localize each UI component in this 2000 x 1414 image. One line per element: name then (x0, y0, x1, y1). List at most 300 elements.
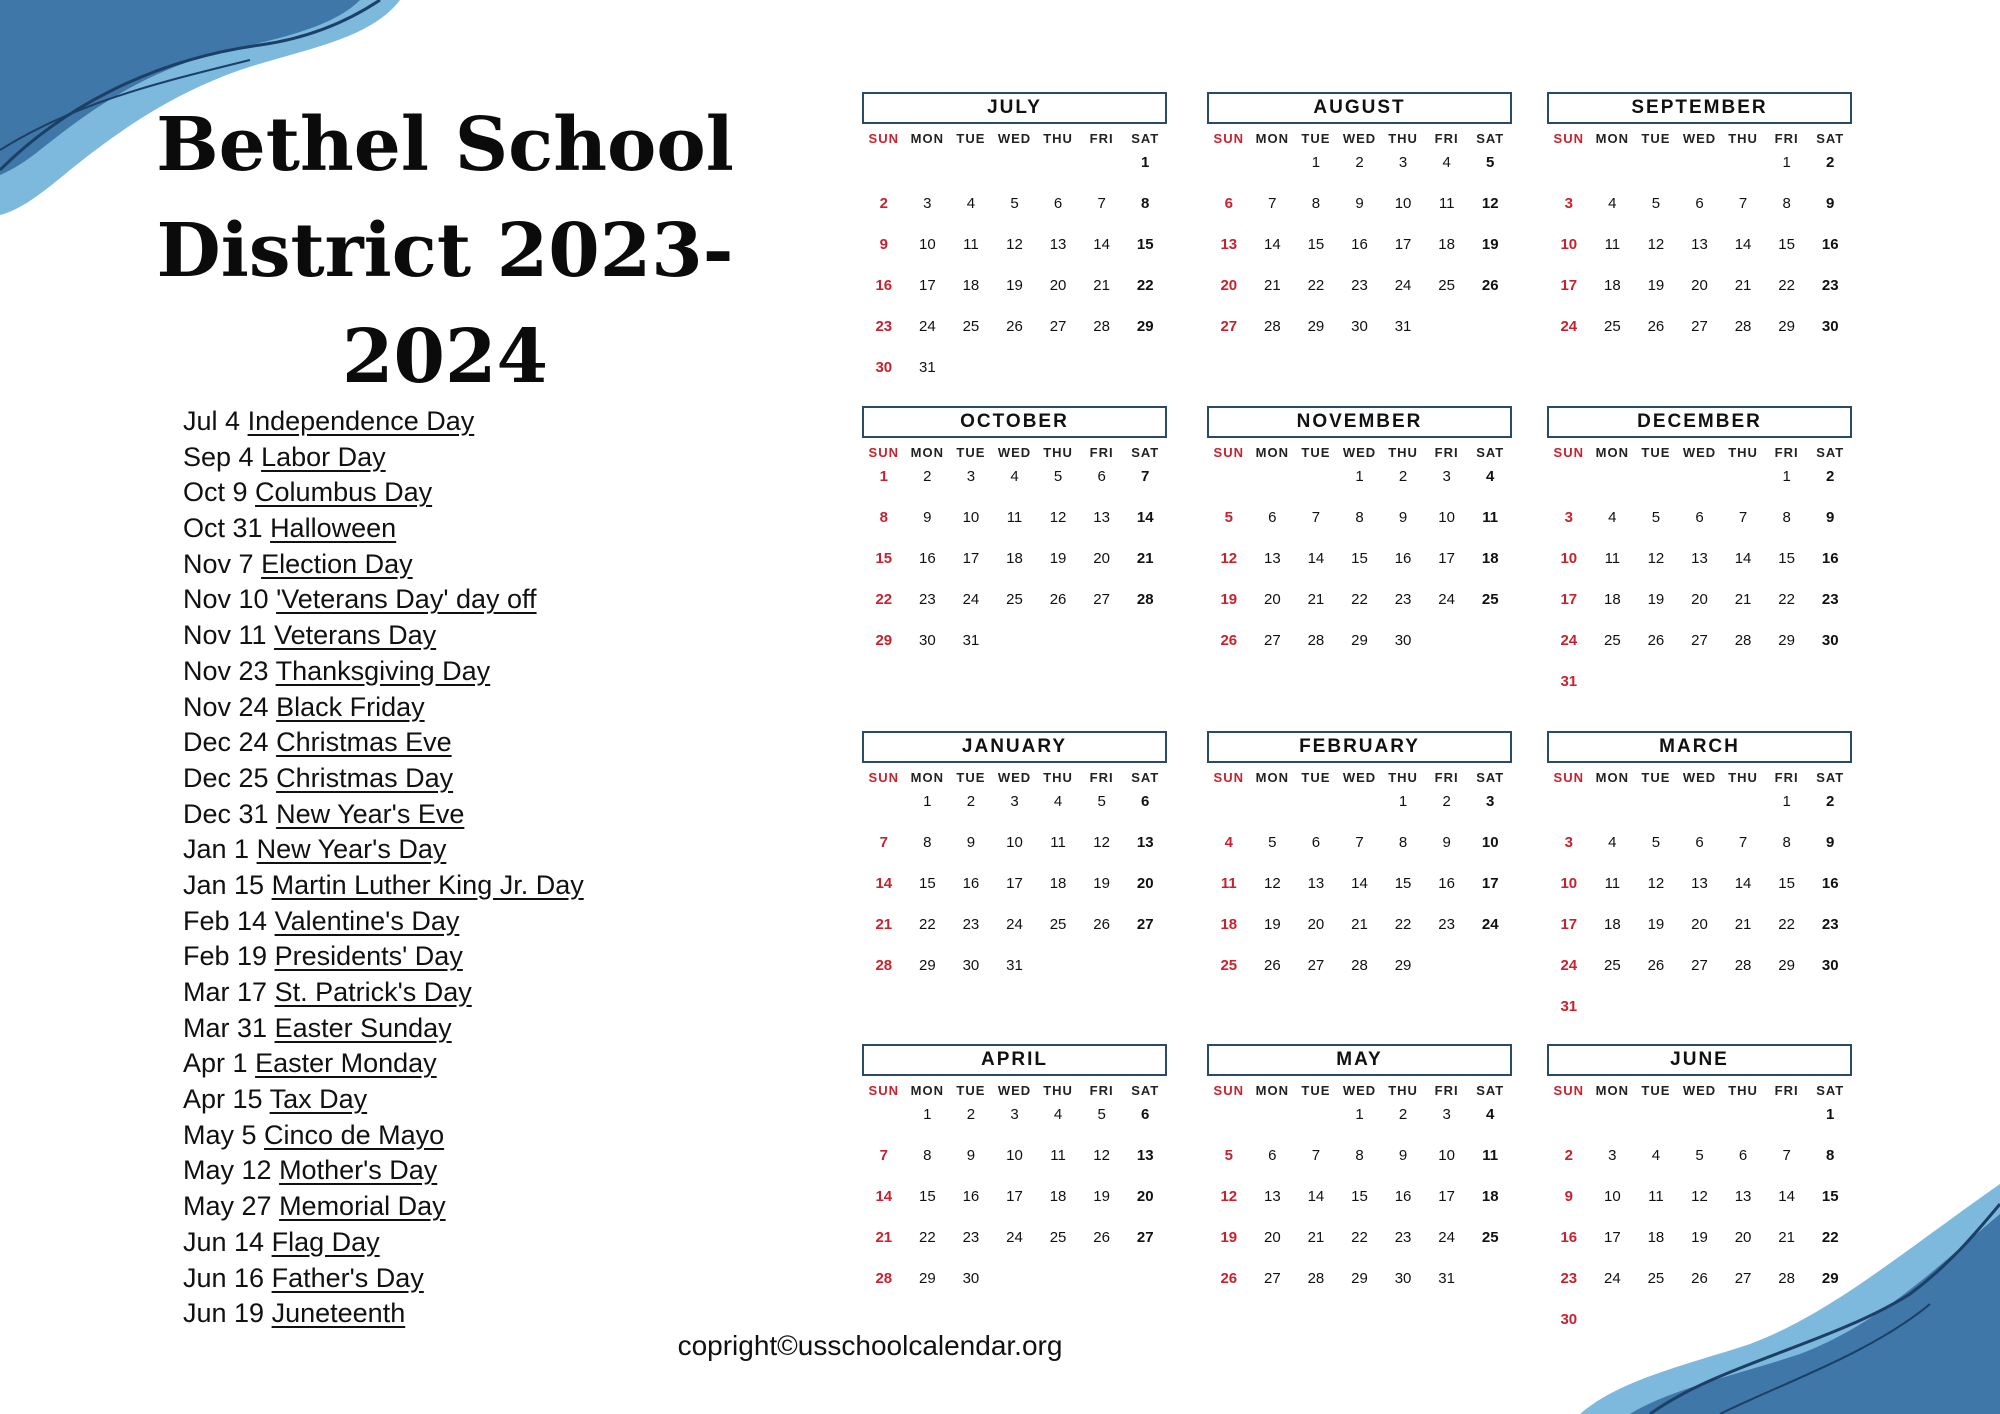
holiday-item (183, 725, 584, 761)
empty-cell (1591, 1102, 1635, 1143)
day-cell: 15 (919, 875, 936, 892)
day-cell: 12 (1647, 875, 1665, 892)
weekday-label: TUE (956, 770, 986, 785)
day-cell: 29 (875, 632, 893, 649)
month-april (862, 1044, 1167, 1307)
empty-cell (1721, 150, 1765, 191)
weekday-label: MON (910, 131, 945, 146)
day-cell: 28 (1136, 591, 1154, 608)
day-cell: 25 (1006, 591, 1023, 608)
day-cell: 27 (1136, 916, 1154, 933)
day-cell: 4 (1608, 509, 1617, 526)
weekday-label: SUN (1553, 131, 1584, 146)
day-cell: 20 (1734, 1229, 1752, 1246)
day-cell: 28 (1351, 957, 1368, 974)
month-grid (1547, 767, 1852, 1035)
day-cell: 13 (1093, 509, 1110, 526)
empty-cell (1547, 789, 1591, 830)
day-cell: 14 (1351, 875, 1368, 892)
holiday-item (183, 797, 584, 833)
holiday-date: Feb 19 (183, 941, 268, 972)
holiday-date: Dec 25 (183, 762, 269, 793)
holiday-link[interactable]: Christmas Eve (276, 727, 452, 758)
day-cell: 2 (879, 195, 888, 212)
copyright-text: copright©usschoolcalendar.org (677, 1330, 1063, 1361)
weekday-label: MON (1255, 131, 1290, 146)
holiday-link[interactable]: Columbus Day (255, 477, 433, 508)
day-cell: 7 (1097, 195, 1106, 212)
day-cell: 13 (1691, 550, 1708, 567)
day-cell: 10 (1006, 834, 1023, 851)
day-cell: 9 (923, 509, 932, 526)
weekday-label: FRI (1434, 131, 1459, 146)
day-cell: 18 (1604, 916, 1621, 933)
day-cell: 15 (1821, 1188, 1839, 1205)
day-cell: 28 (1734, 957, 1752, 974)
day-cell: 26 (1647, 957, 1665, 974)
holiday-item (183, 1082, 584, 1118)
day-cell: 14 (1307, 1188, 1325, 1205)
holiday-date: Nov 23 (183, 655, 269, 686)
day-cell: 30 (1821, 632, 1839, 649)
day-cell: 12 (1093, 834, 1110, 851)
weekday-label: FRI (1774, 131, 1799, 146)
holiday-date: Apr 15 (183, 1084, 263, 1115)
month-grid (1207, 1080, 1512, 1307)
day-cell: 22 (1307, 277, 1325, 294)
weekday-label: SUN (1213, 131, 1244, 146)
day-cell: 24 (1394, 277, 1412, 294)
holiday-link[interactable]: Cinco de Mayo (264, 1119, 445, 1150)
month-october (862, 406, 1167, 669)
day-cell: 3 (1608, 1147, 1617, 1164)
month-title: OCTOBER (862, 406, 1167, 438)
day-cell: 14 (875, 875, 893, 892)
day-cell: 18 (1049, 875, 1067, 892)
day-cell: 30 (1394, 1270, 1412, 1287)
day-cell: 22 (1136, 277, 1154, 294)
day-cell: 19 (1006, 277, 1023, 294)
empty-cell (1547, 1102, 1591, 1143)
day-cell: 14 (1734, 875, 1752, 892)
day-cell: 3 (1398, 154, 1408, 171)
weekday-label: SUN (1553, 445, 1584, 460)
holiday-date: May 12 (183, 1155, 272, 1186)
day-cell: 9 (1826, 509, 1835, 526)
holiday-date: Sep 4 (183, 441, 254, 472)
day-cell: 14 (1307, 550, 1325, 567)
day-cell: 29 (1778, 957, 1795, 974)
day-cell: 10 (1438, 1147, 1455, 1164)
day-cell: 20 (1691, 916, 1708, 933)
empty-cell (862, 150, 906, 191)
day-cell: 19 (1647, 591, 1665, 608)
weekday-label: FRI (1774, 1083, 1799, 1098)
holiday-link[interactable]: Halloween (270, 513, 397, 544)
day-cell: 6 (1268, 509, 1277, 526)
day-cell: 23 (1560, 1270, 1578, 1287)
weekday-label: THU (1728, 131, 1758, 146)
weekday-label: FRI (1089, 770, 1114, 785)
day-cell: 2 (1564, 1147, 1573, 1164)
day-cell: 20 (1093, 550, 1110, 567)
day-cell: 23 (1821, 591, 1839, 608)
weekday-label: TUE (1641, 445, 1671, 460)
day-cell: 12 (1049, 509, 1067, 526)
day-cell: 30 (875, 359, 893, 376)
weekday-label: MON (1595, 770, 1630, 785)
day-cell: 29 (919, 957, 936, 974)
weekday-label: MON (910, 1083, 945, 1098)
day-cell: 13 (1136, 834, 1154, 851)
day-cell: 7 (1311, 1147, 1321, 1164)
day-cell: 24 (1438, 1229, 1455, 1246)
day-cell: 26 (1264, 957, 1281, 974)
day-cell: 23 (1821, 916, 1839, 933)
day-cell: 21 (1778, 1229, 1795, 1246)
weekday-label: FRI (1774, 770, 1799, 785)
day-cell: 29 (1307, 318, 1325, 335)
weekday-label: MON (1255, 1083, 1290, 1098)
day-cell: 16 (1821, 236, 1839, 253)
day-cell: 30 (1560, 1311, 1578, 1328)
weekday-label: MON (910, 770, 945, 785)
day-cell: 5 (1224, 509, 1233, 526)
weekday-label: THU (1728, 1083, 1758, 1098)
month-grid (862, 442, 1167, 669)
weekday-label: SAT (1131, 445, 1160, 460)
holiday-item (183, 761, 584, 797)
month-title: FEBRUARY (1207, 731, 1512, 763)
month-title: APRIL (862, 1044, 1167, 1076)
holiday-link[interactable]: Election Day (261, 548, 413, 579)
weekday-label: WED (1682, 445, 1717, 460)
day-cell: 10 (1604, 1188, 1621, 1205)
day-cell: 7 (1355, 834, 1364, 851)
empty-cell (1678, 1102, 1722, 1143)
holiday-item (183, 475, 584, 511)
day-cell: 15 (1136, 236, 1154, 253)
day-cell: 29 (1351, 1270, 1368, 1287)
holiday-item (183, 1296, 584, 1332)
day-cell: 19 (1093, 1188, 1110, 1205)
empty-cell (1678, 789, 1722, 830)
day-cell: 12 (1647, 550, 1665, 567)
day-cell: 10 (1560, 550, 1578, 567)
weekday-label: WED (997, 1083, 1032, 1098)
day-cell: 20 (1691, 591, 1708, 608)
day-cell: 27 (1691, 632, 1708, 649)
day-cell: 21 (1734, 277, 1752, 294)
day-cell: 23 (1821, 277, 1839, 294)
day-cell: 1 (1141, 154, 1150, 171)
day-cell: 7 (1738, 509, 1748, 526)
day-cell: 26 (1049, 591, 1067, 608)
day-cell: 8 (923, 1147, 932, 1164)
month-title: JUNE (1547, 1044, 1852, 1076)
day-cell: 17 (1604, 1229, 1621, 1246)
day-cell: 23 (1351, 277, 1368, 294)
month-grid (1547, 128, 1852, 355)
weekday-label: SAT (1476, 131, 1505, 146)
day-cell: 15 (875, 550, 893, 567)
day-cell: 29 (1351, 632, 1368, 649)
day-cell: 22 (919, 1229, 936, 1246)
day-cell: 9 (1398, 509, 1408, 526)
weekday-label: TUE (1301, 1083, 1331, 1098)
weekday-label: TUE (956, 445, 986, 460)
day-cell: 27 (1691, 318, 1708, 335)
day-cell: 3 (1564, 509, 1573, 526)
holiday-item (183, 582, 584, 618)
holiday-date: Jun 19 (183, 1298, 265, 1329)
day-cell: 23 (875, 318, 893, 335)
day-cell: 3 (923, 195, 932, 212)
day-cell: 4 (1486, 1106, 1495, 1123)
day-cell: 22 (919, 916, 936, 933)
empty-cell (862, 789, 906, 830)
day-cell: 21 (1351, 916, 1368, 933)
day-cell: 8 (1398, 834, 1408, 851)
month-title: MARCH (1547, 731, 1852, 763)
day-cell: 2 (1826, 468, 1835, 485)
empty-cell (1338, 789, 1382, 830)
holiday-link[interactable]: Christmas Day (276, 762, 454, 793)
holiday-link[interactable]: Juneteenth (271, 1298, 406, 1329)
day-cell: 16 (962, 875, 980, 892)
day-cell: 5 (1224, 1147, 1233, 1164)
weekday-label: THU (1728, 445, 1758, 460)
empty-cell (1678, 150, 1722, 191)
day-cell: 4 (1486, 468, 1495, 485)
holiday-date: Jun 16 (183, 1262, 265, 1293)
month-june (1547, 1044, 1852, 1348)
day-cell: 4 (1651, 1147, 1661, 1164)
holiday-link[interactable]: Black Friday (276, 691, 425, 722)
holiday-link[interactable]: Mother's Day (279, 1155, 438, 1186)
day-cell: 17 (962, 550, 980, 567)
empty-cell (1036, 150, 1080, 191)
day-cell: 20 (1264, 1229, 1281, 1246)
holiday-date: Nov 10 (183, 584, 269, 615)
day-cell: 19 (1691, 1229, 1708, 1246)
day-cell: 17 (1438, 1188, 1455, 1205)
day-cell: 6 (1738, 1147, 1748, 1164)
day-cell: 15 (1351, 1188, 1368, 1205)
day-cell: 9 (966, 834, 976, 851)
weekday-label: MON (1255, 770, 1290, 785)
empty-cell (1591, 789, 1635, 830)
day-cell: 15 (919, 1188, 936, 1205)
day-cell: 28 (1307, 632, 1325, 649)
day-cell: 16 (875, 277, 893, 294)
holiday-link[interactable]: Martin Luther King Jr. Day (271, 869, 584, 900)
day-cell: 25 (1604, 957, 1621, 974)
day-cell: 16 (919, 550, 936, 567)
holiday-date: Jun 14 (183, 1226, 265, 1257)
weekday-label: THU (1728, 770, 1758, 785)
day-cell: 23 (962, 1229, 980, 1246)
weekday-label: THU (1043, 445, 1073, 460)
day-cell: 3 (1564, 195, 1573, 212)
empty-cell (1547, 464, 1591, 505)
holiday-link[interactable]: Tax Day (269, 1084, 368, 1115)
weekday-label: SUN (868, 131, 899, 146)
day-cell: 5 (1053, 468, 1063, 485)
day-cell: 29 (1778, 318, 1795, 335)
day-cell: 20 (1691, 277, 1708, 294)
holiday-link[interactable]: Labor Day (261, 441, 386, 472)
day-cell: 25 (1438, 277, 1455, 294)
empty-cell (1591, 464, 1635, 505)
weekday-label: TUE (956, 131, 986, 146)
weekday-label: TUE (956, 1083, 986, 1098)
holiday-item (183, 975, 584, 1011)
page-title: Bethel School District 2023-2024 (156, 102, 734, 400)
day-cell: 1 (1398, 793, 1408, 810)
day-cell: 26 (1647, 318, 1665, 335)
holiday-link[interactable]: Valentine's Day (274, 905, 460, 936)
empty-cell (1721, 1102, 1765, 1143)
day-cell: 2 (966, 1106, 976, 1123)
holiday-date: Nov 11 (183, 620, 267, 651)
empty-cell (1251, 464, 1295, 505)
holiday-link[interactable]: New Year's Day (256, 834, 447, 865)
day-cell: 27 (1220, 318, 1238, 335)
weekday-label: SUN (868, 445, 899, 460)
holiday-link[interactable]: Independence Day (247, 406, 475, 436)
weekday-label: FRI (1089, 1083, 1114, 1098)
day-cell: 13 (1307, 875, 1325, 892)
day-cell: 6 (1311, 834, 1321, 851)
day-cell: 3 (1564, 834, 1573, 851)
day-cell: 28 (1307, 1270, 1325, 1287)
day-cell: 30 (919, 632, 936, 649)
weekday-label: TUE (1641, 131, 1671, 146)
holiday-item (183, 654, 584, 690)
empty-cell (1251, 150, 1295, 191)
holiday-date: Jan 15 (183, 869, 265, 900)
day-cell: 3 (966, 468, 976, 485)
day-cell: 16 (1560, 1229, 1578, 1246)
day-cell: 26 (1220, 632, 1238, 649)
weekday-label: SAT (1816, 1083, 1845, 1098)
day-cell: 31 (962, 632, 980, 649)
day-cell: 1 (1355, 1106, 1364, 1123)
day-cell: 12 (1647, 236, 1665, 253)
month-grid (862, 128, 1167, 396)
day-cell: 6 (1097, 468, 1106, 485)
day-cell: 1 (1782, 468, 1791, 485)
day-cell: 7 (1268, 195, 1277, 212)
holiday-link[interactable]: Easter Sunday (274, 1012, 452, 1043)
day-cell: 27 (1734, 1270, 1752, 1287)
day-cell: 5 (1268, 834, 1277, 851)
day-cell: 19 (1220, 591, 1238, 608)
month-title: JANUARY (862, 731, 1167, 763)
day-cell: 25 (1220, 957, 1238, 974)
day-cell: 1 (923, 1106, 932, 1123)
day-cell: 16 (1438, 875, 1455, 892)
day-cell: 18 (962, 277, 980, 294)
day-cell: 16 (1394, 1188, 1412, 1205)
day-cell: 8 (879, 509, 888, 526)
day-cell: 15 (1778, 550, 1795, 567)
holiday-item (183, 511, 584, 547)
holiday-link[interactable]: Father's Day (271, 1262, 424, 1293)
holiday-item (183, 832, 584, 868)
day-cell: 27 (1093, 591, 1110, 608)
weekday-label: SAT (1816, 445, 1845, 460)
day-cell: 21 (1307, 1229, 1325, 1246)
day-cell: 28 (1734, 318, 1752, 335)
weekday-label: MON (1255, 445, 1290, 460)
day-cell: 20 (1136, 875, 1154, 892)
holiday-link[interactable]: Veterans Day (274, 620, 437, 651)
empty-cell (1294, 789, 1338, 830)
day-cell: 13 (1691, 236, 1708, 253)
holiday-link[interactable]: New Year's Eve (276, 798, 465, 829)
holiday-link[interactable]: 'Veterans Day' day off (276, 584, 537, 615)
day-cell: 17 (1560, 277, 1578, 294)
day-cell: 6 (1695, 509, 1704, 526)
month-grid (1547, 442, 1852, 710)
weekday-label: THU (1388, 445, 1418, 460)
weekday-label: FRI (1434, 770, 1459, 785)
day-cell: 26 (1093, 1229, 1110, 1246)
day-cell: 21 (1307, 591, 1325, 608)
day-cell: 11 (1050, 1147, 1066, 1164)
empty-cell (1251, 789, 1295, 830)
day-cell: 11 (1648, 1188, 1664, 1205)
day-cell: 21 (1734, 591, 1752, 608)
day-cell: 29 (1136, 318, 1154, 335)
holiday-link[interactable]: Flag Day (271, 1226, 380, 1257)
day-cell: 25 (1049, 1229, 1067, 1246)
holiday-link[interactable]: Memorial Day (279, 1191, 446, 1222)
day-cell: 18 (1481, 550, 1499, 567)
day-cell: 7 (1311, 509, 1321, 526)
day-cell: 12 (1264, 875, 1281, 892)
day-cell: 31 (1560, 673, 1578, 690)
holiday-date: Jul 4 (183, 406, 241, 436)
day-cell: 4 (1224, 834, 1233, 851)
day-cell: 29 (1778, 632, 1795, 649)
day-cell: 15 (1307, 236, 1325, 253)
holiday-item (183, 1225, 584, 1261)
day-cell: 26 (1691, 1270, 1708, 1287)
day-cell: 17 (1438, 550, 1455, 567)
weekday-label: WED (1682, 770, 1717, 785)
day-cell: 14 (1093, 236, 1110, 253)
month-grid (1547, 1080, 1852, 1348)
holiday-link[interactable]: Presidents' Day (274, 941, 463, 972)
empty-cell (1634, 464, 1678, 505)
day-cell: 28 (875, 957, 893, 974)
day-cell: 9 (1398, 1147, 1408, 1164)
day-cell: 1 (1826, 1106, 1835, 1123)
month-march (1547, 731, 1852, 1035)
holiday-link[interactable]: St. Patrick's Day (274, 977, 472, 1007)
holiday-link[interactable]: Easter Monday (255, 1048, 437, 1079)
day-cell: 8 (1311, 195, 1321, 212)
empty-cell (1207, 464, 1251, 505)
day-cell: 30 (962, 957, 980, 974)
holiday-date: Apr 1 (183, 1048, 248, 1079)
day-cell: 27 (1307, 957, 1325, 974)
holiday-date: Feb 14 (183, 905, 268, 936)
holiday-link[interactable]: Thanksgiving Day (275, 655, 491, 686)
